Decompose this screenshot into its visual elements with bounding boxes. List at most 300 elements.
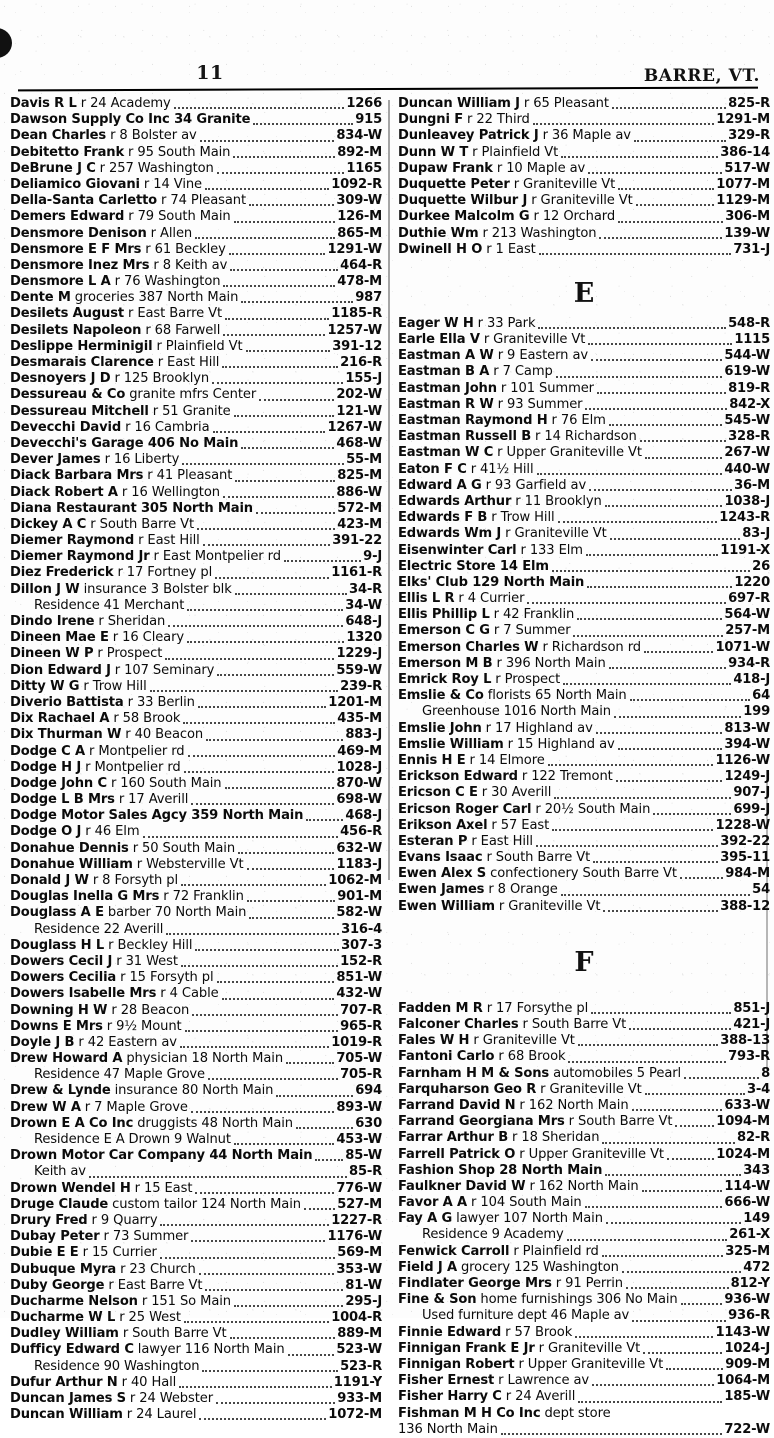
directory-entry: [398, 1373, 770, 1389]
entry-dot-leader: [174, 106, 345, 109]
entry-subscriber-name: Duncan James S: [10, 1391, 126, 1406]
entry-phone-number: 1024-M: [716, 1146, 770, 1162]
directory-entry: [10, 193, 382, 209]
entry-address: r East Hill: [157, 355, 220, 370]
directory-entry: [10, 533, 382, 549]
directory-entry: [10, 841, 382, 857]
entry-dot-leader: [609, 423, 723, 426]
entry-subscriber-name: Donald J W: [10, 873, 89, 888]
entry-phone-number: 199: [743, 704, 770, 720]
entry-address: r Montpelier rd: [85, 759, 181, 775]
entry-phone-number: 523-R: [340, 1358, 382, 1374]
entry-subscriber-name: Eastman Raymond H: [398, 413, 548, 428]
directory-entry: [398, 543, 770, 559]
entry-phone-number: 870-W: [336, 775, 382, 791]
entry-phone-number: 85-R: [349, 1164, 382, 1180]
entry-address: r Graniteville Vt: [505, 526, 607, 542]
entry-dot-leader: [501, 1432, 723, 1435]
entry-subscriber-name: Dessureau & Co: [10, 387, 126, 403]
entry-dot-leader: [629, 1027, 731, 1030]
entry-subscriber-name: Erickson Edward: [398, 769, 518, 785]
entry-subscriber-name: Eastman A W: [398, 348, 494, 364]
entry-dot-leader: [284, 559, 361, 562]
entry-subscriber-name: Eastman B A: [398, 364, 490, 380]
entry-address: r Upper Graniteville Vt: [519, 1146, 664, 1162]
entry-subscriber-name: Dodge H J: [10, 759, 82, 775]
directory-entry: [10, 161, 382, 177]
entry-subscriber-name: Ewen William: [398, 898, 495, 914]
entry-phone-number: 901-M: [337, 889, 382, 905]
entry-subscriber-name: Diverio Battista: [10, 694, 124, 710]
entry-subscriber-name: Fine & Son: [398, 1292, 477, 1308]
entry-phone-number: 1220: [734, 574, 770, 590]
entry-subscriber-name: Eaton F C: [398, 461, 467, 477]
entry-address: r 162 North Main: [519, 1097, 629, 1113]
directory-entry: [398, 226, 770, 242]
entry-dot-leader: [592, 1383, 714, 1386]
entry-phone-number: 114-W: [724, 1178, 770, 1194]
directory-entry: [10, 371, 382, 387]
entry-phone-number: 933-M: [337, 1391, 382, 1406]
entry-dot-leader: [202, 1369, 338, 1372]
directory-entry: [10, 1181, 382, 1197]
entry-subscriber-name: Edward A G: [398, 477, 482, 493]
entry-dot-leader: [606, 1221, 741, 1224]
entry-dot-leader: [614, 1418, 768, 1419]
entry-address: r 76 Elm: [551, 413, 606, 428]
entry-dot-leader: [588, 171, 722, 174]
entry-dot-leader: [241, 300, 353, 303]
entry-dot-leader: [667, 1157, 714, 1160]
entry-phone-number: 307-3: [341, 937, 382, 953]
directory-entry: [10, 1294, 382, 1310]
entry-address: r 16 Cleary: [112, 630, 185, 646]
entry-address: r Lawrence av: [498, 1373, 590, 1389]
entry-dot-leader: [561, 155, 718, 158]
entry-phone-number: 1071-W: [715, 639, 770, 655]
entry-phone-number: 202-W: [336, 387, 382, 403]
entry-dot-leader: [234, 1304, 343, 1307]
directory-entry: [10, 630, 382, 646]
entry-dot-leader: [591, 358, 722, 361]
entry-address: r South Barre Vt: [90, 516, 194, 532]
entry-dot-leader: [199, 1272, 335, 1275]
directory-entry: [398, 1098, 770, 1114]
directory-entry: [398, 1195, 770, 1211]
entry-subscriber-name: Druge Claude: [10, 1196, 109, 1212]
directory-entry: [398, 128, 770, 144]
entry-address: r Montpelier rd: [89, 743, 185, 759]
entry-dot-leader: [644, 650, 713, 653]
directory-entry: [10, 922, 382, 938]
entry-dot-leader: [253, 122, 353, 125]
entry-address: r 25 West: [119, 1310, 181, 1326]
entry-phone-number: 9-J: [363, 549, 382, 565]
directory-entry: [10, 1391, 382, 1407]
entry-dot-leader: [630, 698, 751, 701]
directory-entry: [398, 177, 770, 193]
entry-phone-number: 55-M: [346, 452, 382, 468]
directory-entry: [10, 679, 382, 695]
entry-subscriber-name: Drury Fred: [10, 1212, 88, 1228]
directory-entry: [398, 510, 770, 526]
entry-subscriber-name: Eastman W C: [398, 445, 494, 461]
entry-subscriber-name: Esteran P: [398, 833, 468, 849]
entry-phone-number: 886-W: [336, 484, 382, 500]
entry-subscriber-name: Ellis Phillip L: [398, 607, 490, 623]
directory-entry: [10, 938, 382, 954]
directory-entry: [398, 753, 770, 769]
directory-entry: [398, 1033, 770, 1049]
entry-subscriber-name: Emslie William: [398, 736, 504, 752]
entry-phone-number: 1062-M: [328, 873, 382, 888]
entry-subscriber-name: Earle Ella V: [398, 332, 480, 348]
entry-subscriber-name: Ditty W G: [10, 678, 80, 694]
entry-dot-leader: [288, 1353, 335, 1356]
entry-phone-number: 1185-R: [331, 306, 382, 322]
entry-subscriber-name: Dineen W P: [10, 646, 94, 662]
entry-phone-number: 1064-M: [716, 1373, 770, 1389]
entry-address: groceries 387 North Main: [74, 290, 239, 306]
entry-phone-number: 464-R: [340, 257, 382, 273]
entry-dot-leader: [256, 511, 335, 514]
entry-subscriber-name: Donahue William: [10, 856, 133, 872]
entry-subscriber-name: Residence 90 Washington: [34, 1358, 200, 1374]
entry-address: r 68 Brook: [498, 1049, 566, 1065]
entry-phone-number: 1176-W: [327, 1229, 382, 1245]
entry-address: 136 North Main: [398, 1421, 498, 1437]
entry-phone-number: 392-22: [720, 833, 770, 849]
entry-phone-number: 936-R: [728, 1308, 770, 1324]
entry-dot-leader: [533, 122, 715, 125]
entry-address: r East Barre Vt: [108, 1277, 203, 1293]
entry-phone-number: 1028-J: [336, 759, 382, 775]
entry-address: r Graniteville Vt: [538, 1340, 641, 1356]
entry-dot-leader: [680, 876, 723, 879]
entry-phone-number: 83-J: [742, 526, 770, 542]
entry-dot-leader: [233, 155, 335, 158]
entry-phone-number: 819-R: [728, 380, 770, 396]
entry-phone-number: 813-W: [724, 720, 770, 736]
entry-subscriber-name: Ducharme Nelson: [10, 1293, 138, 1309]
directory-entry: [10, 1051, 382, 1067]
entry-address: r Websterville Vt: [136, 856, 244, 872]
entry-address: r 76 Washington: [114, 274, 221, 290]
entry-phone-number: 456-R: [340, 824, 382, 840]
entry-subscriber-name: Dawson Supply Co Inc 34 Granite: [10, 112, 251, 128]
entry-phone-number: 582-W: [336, 905, 382, 921]
entry-phone-number: 731-J: [733, 241, 770, 257]
entry-address: r 68 Farwell: [145, 322, 221, 338]
entry-dot-leader: [585, 407, 727, 410]
entry-phone-number: 776-W: [336, 1180, 382, 1196]
entry-phone-number: 391-22: [332, 533, 382, 549]
entry-phone-number: 328-R: [728, 429, 770, 445]
entry-phone-number: 825-R: [728, 96, 770, 111]
entry-subscriber-name: Residence 47 Maple Grove: [34, 1067, 205, 1083]
directory-entry: [10, 857, 382, 873]
entry-phone-number: 1267-W: [327, 419, 382, 435]
directory-entry: [10, 695, 382, 711]
entry-address: r 16 Liberty: [104, 452, 180, 468]
directory-entry: [398, 1325, 770, 1341]
entry-phone-number: 54: [752, 882, 770, 898]
entry-subscriber-name: Fay A G: [398, 1211, 453, 1227]
directory-entry: [10, 954, 382, 970]
entry-address: r 133 Elm: [520, 542, 583, 558]
entry-dot-leader: [206, 738, 343, 741]
directory-entry: [398, 1341, 770, 1357]
entry-subscriber-name: Donahue Dennis: [10, 840, 129, 856]
entry-phone-number: 82-R: [737, 1130, 770, 1146]
entry-phone-number: 34-R: [349, 581, 382, 597]
directory-entry: [10, 824, 382, 840]
entry-phone-number: 1291-M: [716, 112, 770, 128]
entry-dot-leader: [235, 479, 335, 482]
entry-phone-number: 1126-W: [715, 752, 770, 768]
entry-subscriber-name: Residence 22 Averill: [34, 921, 164, 937]
directory-entry: [398, 364, 770, 380]
entry-address: r 7 Maple Grove: [84, 1099, 188, 1115]
entry-phone-number: 325-M: [725, 1243, 770, 1259]
entry-address: barber 70 North Main: [107, 905, 247, 921]
entry-subscriber-name: Fadden M R: [398, 1000, 483, 1016]
entry-subscriber-name: Dean Charles: [10, 128, 107, 144]
entry-subscriber-name: Dodge John C: [10, 775, 107, 791]
entry-phone-number: 883-J: [345, 727, 382, 743]
directory-entry: [398, 785, 770, 801]
entry-subscriber-name: Diemer Raymond Jr: [10, 549, 150, 565]
entry-subscriber-name: Dowers Cecilia: [10, 970, 117, 986]
entry-dot-leader: [684, 1076, 759, 1079]
entry-subscriber-name: Dodge C A: [10, 743, 86, 759]
entry-phone-number: 423-M: [337, 516, 382, 532]
entry-dot-leader: [561, 893, 750, 896]
entry-subscriber-name: Dix Rachael A: [10, 711, 110, 727]
entry-address: r 93 Summer: [497, 396, 583, 412]
entry-dot-leader: [89, 1175, 347, 1178]
directory-entry: [398, 818, 770, 834]
directory-entry: [398, 161, 770, 177]
directory-entry: [398, 1422, 770, 1438]
entry-phone-number: 812-Y: [730, 1276, 770, 1291]
entry-subscriber-name: Emerson C G: [398, 623, 490, 639]
directory-entry: [398, 1066, 770, 1082]
entry-phone-number: 432-W: [336, 986, 382, 1002]
entry-dot-leader: [168, 624, 343, 627]
directory-entry: [398, 899, 770, 915]
entry-address: r 16 Wellington: [121, 484, 220, 500]
directory-entry: [398, 1227, 770, 1243]
entry-subscriber-name: Desilets Napoleon: [10, 322, 142, 338]
entry-dot-leader: [578, 1043, 718, 1046]
directory-entry: [398, 656, 770, 672]
directory-entry: [10, 792, 382, 808]
directory-entry: [10, 1342, 382, 1358]
entry-dot-leader: [187, 608, 343, 611]
directory-entry: [10, 598, 382, 614]
entry-phone-number: 569-M: [337, 1245, 382, 1261]
directory-entry: [398, 672, 770, 688]
directory-entry: [10, 1003, 382, 1019]
entry-dot-leader: [626, 1286, 729, 1289]
entry-phone-number: 440-W: [724, 461, 770, 477]
entry-subscriber-name: Duncan William: [10, 1407, 123, 1423]
entry-phone-number: 825-M: [337, 468, 382, 484]
entry-subscriber-name: Dubay Peter: [10, 1229, 100, 1245]
entry-address: r East Hill: [471, 833, 533, 849]
entry-subscriber-name: Field J A: [398, 1259, 457, 1275]
directory-entry: [398, 1163, 770, 1179]
entry-dot-leader: [191, 1110, 334, 1113]
entry-phone-number: 936-W: [724, 1292, 770, 1308]
entry-phone-number: 34-W: [345, 597, 382, 613]
entry-subscriber-name: Durkee Malcolm G: [398, 209, 530, 225]
entry-phone-number: 3-4: [746, 1081, 770, 1097]
entry-dot-leader: [183, 721, 335, 724]
entry-subscriber-name: Deslippe Herminigil: [10, 338, 153, 354]
entry-dot-leader: [602, 1141, 735, 1144]
entry-phone-number: 261-X: [729, 1227, 770, 1243]
entry-subscriber-name: Finnie Edward: [398, 1324, 502, 1340]
entry-phone-number: 239-R: [340, 678, 382, 694]
entry-dot-leader: [197, 527, 335, 530]
entry-phone-number: 545-W: [724, 413, 770, 428]
entry-phone-number: 1291-W: [327, 241, 382, 257]
entry-phone-number: 915: [355, 112, 382, 128]
entry-address: r Sheridan: [98, 614, 166, 629]
entry-address: r Trow Hill: [83, 678, 147, 694]
entry-subscriber-name: Dungni F: [398, 112, 463, 128]
entry-subscriber-name: Dente M: [10, 290, 71, 306]
entry-dot-leader: [200, 139, 335, 142]
entry-dot-leader: [238, 851, 334, 854]
entry-subscriber-name: Duthie Wm: [398, 225, 479, 241]
directory-entry: [10, 1116, 382, 1132]
entry-dot-leader: [614, 715, 741, 718]
entry-dot-leader: [195, 1191, 334, 1194]
entry-dot-leader: [185, 1029, 339, 1032]
entry-subscriber-name: Devecchi's Garage 406 No Main: [10, 435, 239, 451]
directory-entry: [10, 1067, 382, 1083]
entry-subscriber-name: Eager W H: [398, 315, 474, 331]
entry-dot-leader: [642, 1189, 723, 1192]
entry-dot-leader: [246, 349, 331, 352]
entry-subscriber-name: Greenhouse 1016 North Main: [422, 704, 611, 720]
entry-dot-leader: [247, 867, 335, 870]
directory-entry: [10, 1132, 382, 1148]
entry-dot-leader: [222, 365, 338, 368]
entry-subscriber-name: Dodge L B Mrs: [10, 792, 115, 808]
entry-subscriber-name: Ellis L R: [398, 591, 455, 607]
entry-dot-leader: [602, 1254, 723, 1257]
entry-phone-number: 851-J: [733, 1000, 770, 1016]
entry-dot-leader: [539, 252, 732, 255]
entry-address: r 72 Franklin: [163, 889, 244, 905]
directory-entry: [10, 889, 382, 905]
entry-phone-number: 394-W: [724, 736, 770, 752]
directory-entry: [398, 802, 770, 818]
entry-subscriber-name: Emerson M B: [398, 655, 493, 671]
directory-entry: [398, 1130, 770, 1146]
entry-address: r 79 South Main: [128, 209, 231, 225]
entry-phone-number: 633-W: [724, 1097, 770, 1113]
entry-subscriber-name: Duquette Wilbur J: [398, 193, 528, 209]
entry-phone-number: 793-R: [728, 1049, 770, 1065]
entry-subscriber-name: Desmarais Clarence: [10, 355, 154, 370]
directory-entry: [10, 776, 382, 792]
entry-dot-leader: [618, 747, 723, 750]
entry-address: r 8 Bolster av: [110, 128, 197, 144]
directory-entry: [10, 436, 382, 452]
entry-address: r 42 Franklin: [493, 607, 575, 623]
entry-subscriber-name: Finnigan Frank E Jr: [398, 1340, 535, 1356]
entry-dot-leader: [558, 520, 718, 523]
directory-entry: [398, 316, 770, 332]
directory-entry: [10, 355, 382, 371]
entry-address: r East Barre Vt: [127, 306, 222, 322]
entry-phone-number: 395-11: [720, 850, 770, 866]
entry-subscriber-name: Ericson C E: [398, 785, 478, 801]
directory-entry: [398, 112, 770, 128]
entry-address: r 24 Webster: [129, 1391, 214, 1406]
entry-phone-number: 1129-M: [716, 193, 770, 209]
directory-entry: [10, 323, 382, 339]
entry-address: dept store: [544, 1405, 611, 1421]
directory-entry: [398, 1001, 770, 1017]
entry-address: insurance 80 North Main: [114, 1083, 274, 1099]
directory-entry: [10, 727, 382, 743]
entry-subscriber-name: Emrick Roy L: [398, 672, 492, 687]
entry-dot-leader: [632, 1108, 723, 1111]
directory-entry: [10, 1197, 382, 1213]
entry-phone-number: 81-W: [345, 1277, 382, 1293]
entry-dot-leader: [188, 754, 336, 757]
entry-phone-number: 8: [761, 1065, 770, 1081]
directory-entry: [398, 397, 770, 413]
entry-phone-number: 418-J: [733, 672, 770, 687]
entry-subscriber-name: Eisenwinter Carl: [398, 542, 517, 558]
entry-phone-number: 1183-J: [336, 856, 382, 872]
entry-subscriber-name: Fales W H: [398, 1033, 470, 1049]
entry-subscriber-name: Favor A A: [398, 1195, 468, 1211]
entry-phone-number: 295-J: [345, 1293, 382, 1309]
entry-address: r 101 Summer: [500, 380, 594, 396]
entry-address: r 8 Orange: [488, 882, 558, 898]
entry-address: r Plainfield rd: [513, 1243, 599, 1259]
entry-subscriber-name: Farnham H M & Sons: [398, 1065, 550, 1081]
entry-subscriber-name: Duby George: [10, 1277, 105, 1293]
directory-entry: [398, 559, 770, 575]
entry-address: r 50 South Main: [132, 840, 236, 856]
entry-phone-number: 1024-J: [724, 1340, 770, 1356]
directory-entry: [398, 1292, 770, 1308]
directory-entry: [398, 640, 770, 656]
entry-dot-leader: [675, 1124, 714, 1127]
entry-phone-number: 544-W: [724, 348, 770, 364]
entry-phone-number: 121-W: [336, 403, 382, 419]
directory-column-right: [398, 96, 770, 1437]
entry-phone-number: 1143-W: [715, 1324, 770, 1340]
entry-subscriber-name: Ewen Alex S: [398, 866, 487, 882]
entry-subscriber-name: Eastman Russell B: [398, 429, 532, 445]
directory-entry: [10, 485, 382, 501]
entry-phone-number: 386-14: [720, 144, 770, 160]
entry-phone-number: 1115: [734, 332, 770, 348]
directory-entry: [10, 905, 382, 921]
entry-dot-leader: [537, 472, 723, 475]
directory-entry: [398, 834, 770, 850]
